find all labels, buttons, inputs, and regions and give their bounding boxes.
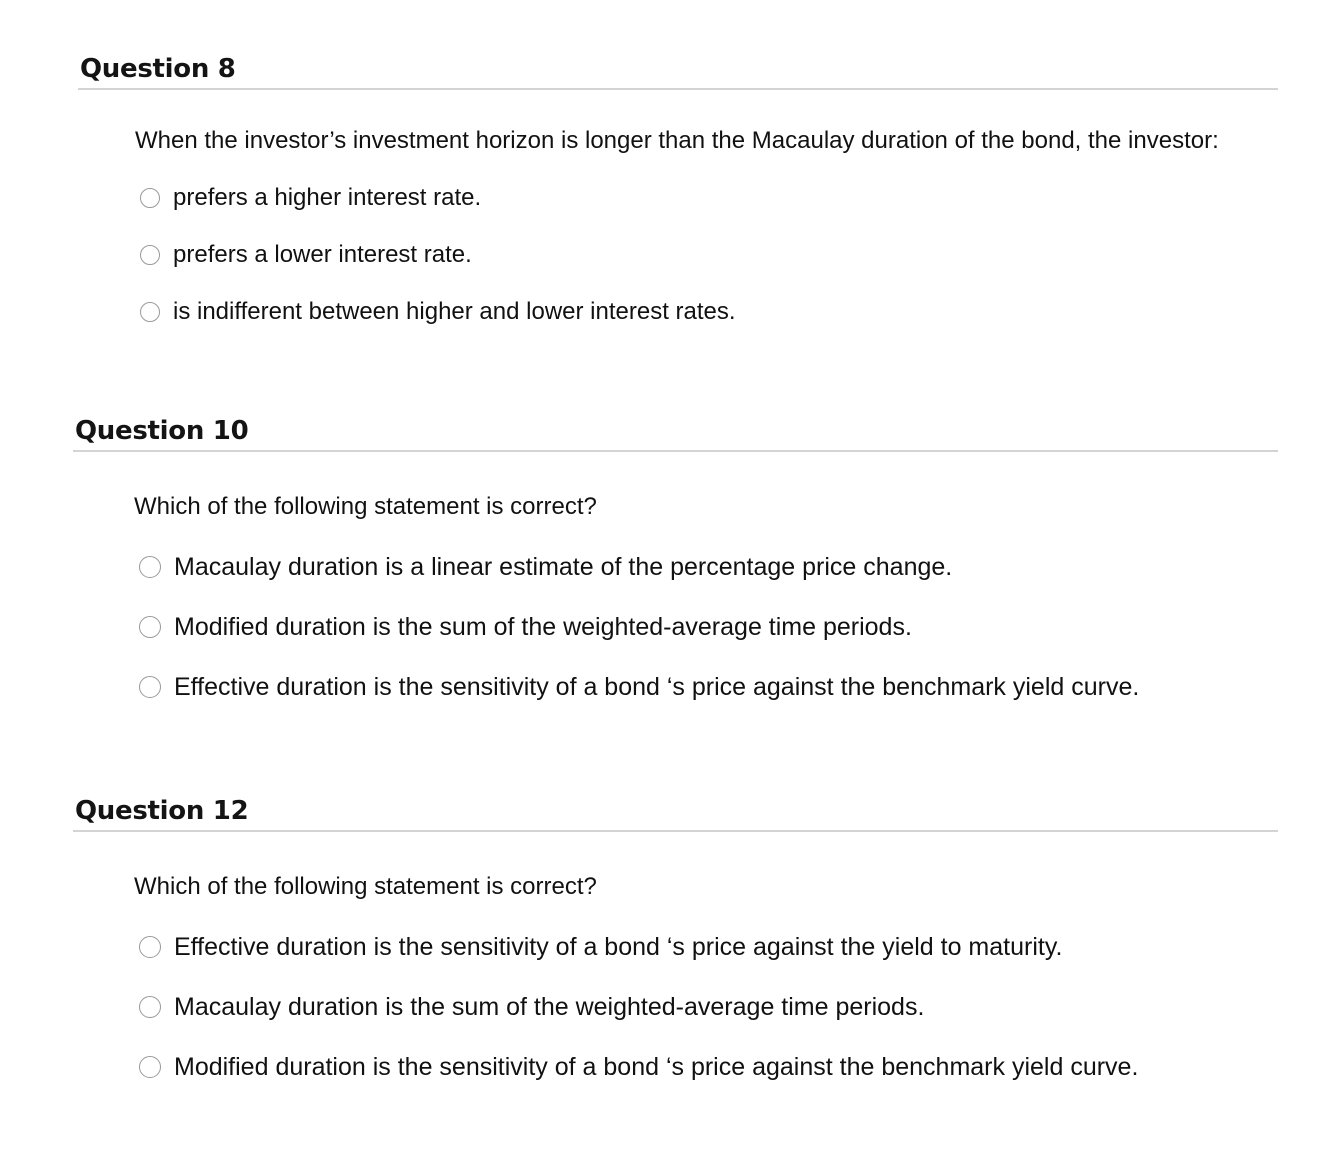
answer-option-label: Modified duration is the sum of the weighted-average time periods. [174,613,912,641]
answer-option-label: Modified duration is the sensitivity of a bond ‘s price against the benchmark yield curve. [174,1053,1139,1081]
question-title: Question 8 [80,54,236,84]
radio-button[interactable] [139,1056,161,1078]
radio-button[interactable] [140,245,160,265]
radio-button[interactable] [140,302,160,322]
answer-option-2[interactable] [139,612,912,642]
radio-button[interactable] [139,996,161,1018]
answer-option-label: Macaulay duration is a linear estimate of the percentage price change. [174,553,953,581]
answer-option-2[interactable] [139,992,924,1022]
radio-button[interactable] [139,936,161,958]
question-header [73,414,1278,452]
radio-button[interactable] [140,188,160,208]
radio-button[interactable] [139,556,161,578]
radio-button[interactable] [139,616,161,638]
question-10 [73,414,1278,701]
answer-option-3[interactable] [139,1052,1138,1082]
answer-option-3[interactable] [140,297,736,327]
answer-option-label: Effective duration is the sensitivity of a bond ‘s price against the yield to maturity. [174,933,1063,961]
answer-option-1[interactable] [139,932,1062,962]
question-header [73,794,1278,832]
answer-option-label: prefers a higher interest rate. [173,184,482,211]
question-prompt: When the investor’s investment horizon is longer than the Macaulay duration of the bond, the investor: [135,127,1219,154]
answer-option-label: Effective duration is the sensitivity of a bond ‘s price against the benchmark yield curve. [174,673,1140,701]
question-8 [78,52,1278,325]
question-title: Question 10 [75,416,249,446]
question-12 [73,794,1278,1081]
answer-option-1[interactable] [140,183,481,213]
answer-option-label: prefers a lower interest rate. [173,241,472,268]
question-title: Question 12 [75,796,249,826]
answer-option-1[interactable] [139,552,952,582]
question-prompt: Which of the following statement is correct? [134,873,597,900]
answer-option-2[interactable] [140,240,472,270]
question-prompt: Which of the following statement is correct? [134,493,597,520]
question-header [78,52,1278,90]
radio-button[interactable] [139,676,161,698]
answer-option-label: is indifferent between higher and lower interest rates. [173,298,736,325]
answer-option-3[interactable] [139,672,1139,702]
answer-option-label: Macaulay duration is the sum of the weighted-average time periods. [174,993,925,1021]
